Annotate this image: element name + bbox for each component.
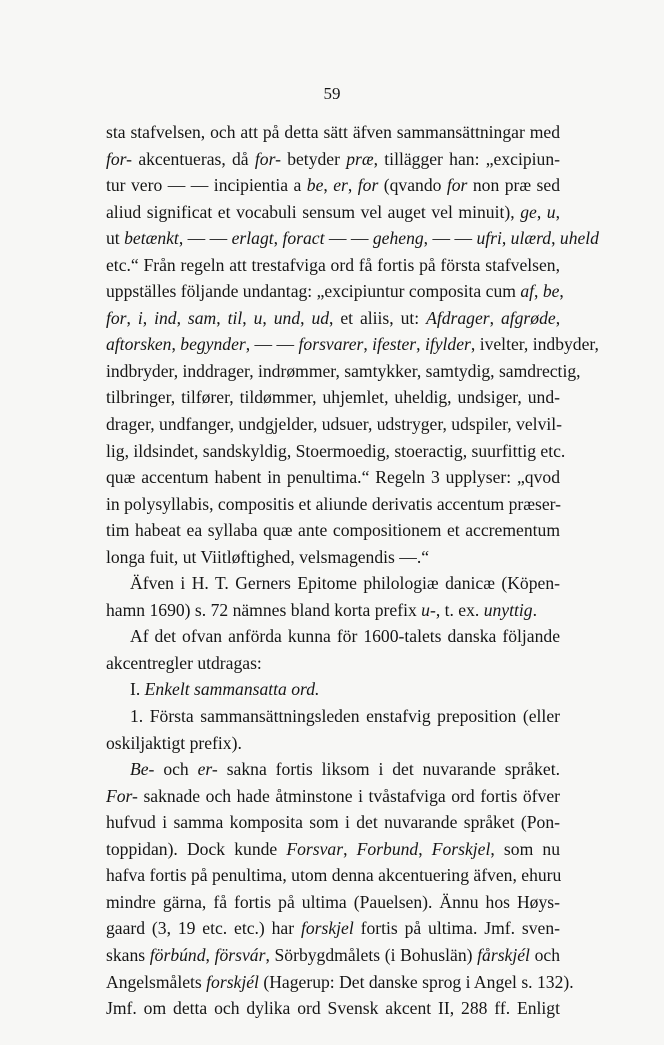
body-text — [106, 119, 599, 1022]
text-line: aliud significat et vocabuli sensum vel auget vel minuit), ge, u, — [106, 201, 560, 222]
text-line: tur vero — — incipientia a be, er, for (qvando for non præ sed — [106, 175, 561, 196]
text-line: Af det ofvan anförda kunna för 1600-talets danska följande — [130, 626, 560, 647]
text-line: Äfven i H. T. Gerners Epitome philologiæ danicæ (Köpen- — [130, 573, 560, 594]
text-line: hufvud i samma komposita som i det nuvarande språket (Pon- — [106, 812, 560, 833]
text-line: I. Enkelt sammansatta ord. — [130, 679, 320, 700]
text-line: toppidan). Dock kunde Forsvar, Forbund, Forskjel, som nu — [106, 838, 560, 859]
page-number: 59 — [323, 84, 341, 103]
text-line: in polysyllabis, compositis et aliunde derivatis accentum præser- — [106, 493, 562, 514]
text-line: for, i, ind, sam, til, u, und, ud, et aliis, ut: Afdrager, afgrøde, — [106, 307, 561, 328]
text-line: lig, ildsindet, sandskyldig, Stoermoedig, stoeractig, suurfittig etc. — [106, 440, 566, 461]
text-line: oskiljaktigt prefix). — [106, 732, 242, 753]
text-line: Angelsmålets forskjél (Hagerup: Det danske sprog i Angel s. 132). — [106, 971, 574, 992]
text-line: 1. Första sammansättningsleden enstafvig preposition (eller — [130, 706, 560, 727]
text-line: hafva fortis på penultima, utom denna akcentuering äfven, ehuru — [106, 865, 562, 886]
text-line: tim habeat ea syllaba quæ ante compositionem et accrementum — [106, 520, 560, 541]
text-line: etc.“ Från regeln att trestafviga ord få fortis på första stafvelsen, — [106, 254, 560, 275]
text-line: For- saknade och hade åtminstone i tvåstafviga ord fortis öfver — [106, 785, 560, 806]
text-line: sta stafvelsen, och att på detta sätt äfven sammansättningar med — [106, 122, 560, 142]
text-line: Be- och er- sakna fortis liksom i det nuvarande språket. — [130, 759, 561, 780]
text-line: drager, undfanger, undgjelder, udsuer, udstryger, udspiler, velvil- — [106, 414, 563, 435]
text-line: uppställes följande undantag: „excipiuntur composita cum af, be, — [106, 281, 564, 302]
text-line: longa fuit, ut Viitløftighed, velsmagendis —.“ — [106, 546, 430, 567]
text-line: skans förbúnd, försvár, Sörbygdmålets (i Bohuslän) fårskjél och — [106, 944, 561, 965]
text-line: hamn 1690) s. 72 nämnes bland korta prefix u-, t. ex. unyttig. — [106, 599, 537, 620]
text-line: indbryder, inddrager, indrømmer, samtykker, samtydig, samdrectig, — [106, 360, 581, 381]
text-line: for- akcentueras, då for- betyder præ, tillägger han: „excipiun- — [106, 148, 560, 169]
text-line: quæ accentum habent in penultima.“ Regeln 3 upplyser: „qvod — [106, 467, 560, 488]
text-line: gaard (3, 19 etc. etc.) har forskjel fortis på ultima. Jmf. sven- — [106, 918, 560, 939]
text-line: aftorsken, begynder, — — forsvarer, ifester, ifylder, ivelter, indbyder, — [106, 334, 599, 355]
text-line: akcentregler utdragas: — [106, 652, 262, 673]
text-line: mindre gärna, få fortis på ultima (Pauelsen). Ännu hos Høys- — [106, 891, 560, 912]
text-line: tilbringer, tilfører, tildømmer, uhjemlet, uheldig, undsiger, und- — [106, 387, 560, 408]
text-line: ut betænkt, — — erlagt, foract — — geheng, — — ufri, ulærd, uheld — [106, 228, 599, 249]
text-line: Jmf. om detta och dylika ord Svensk akcent II, 288 ff. Enligt — [106, 998, 560, 1019]
